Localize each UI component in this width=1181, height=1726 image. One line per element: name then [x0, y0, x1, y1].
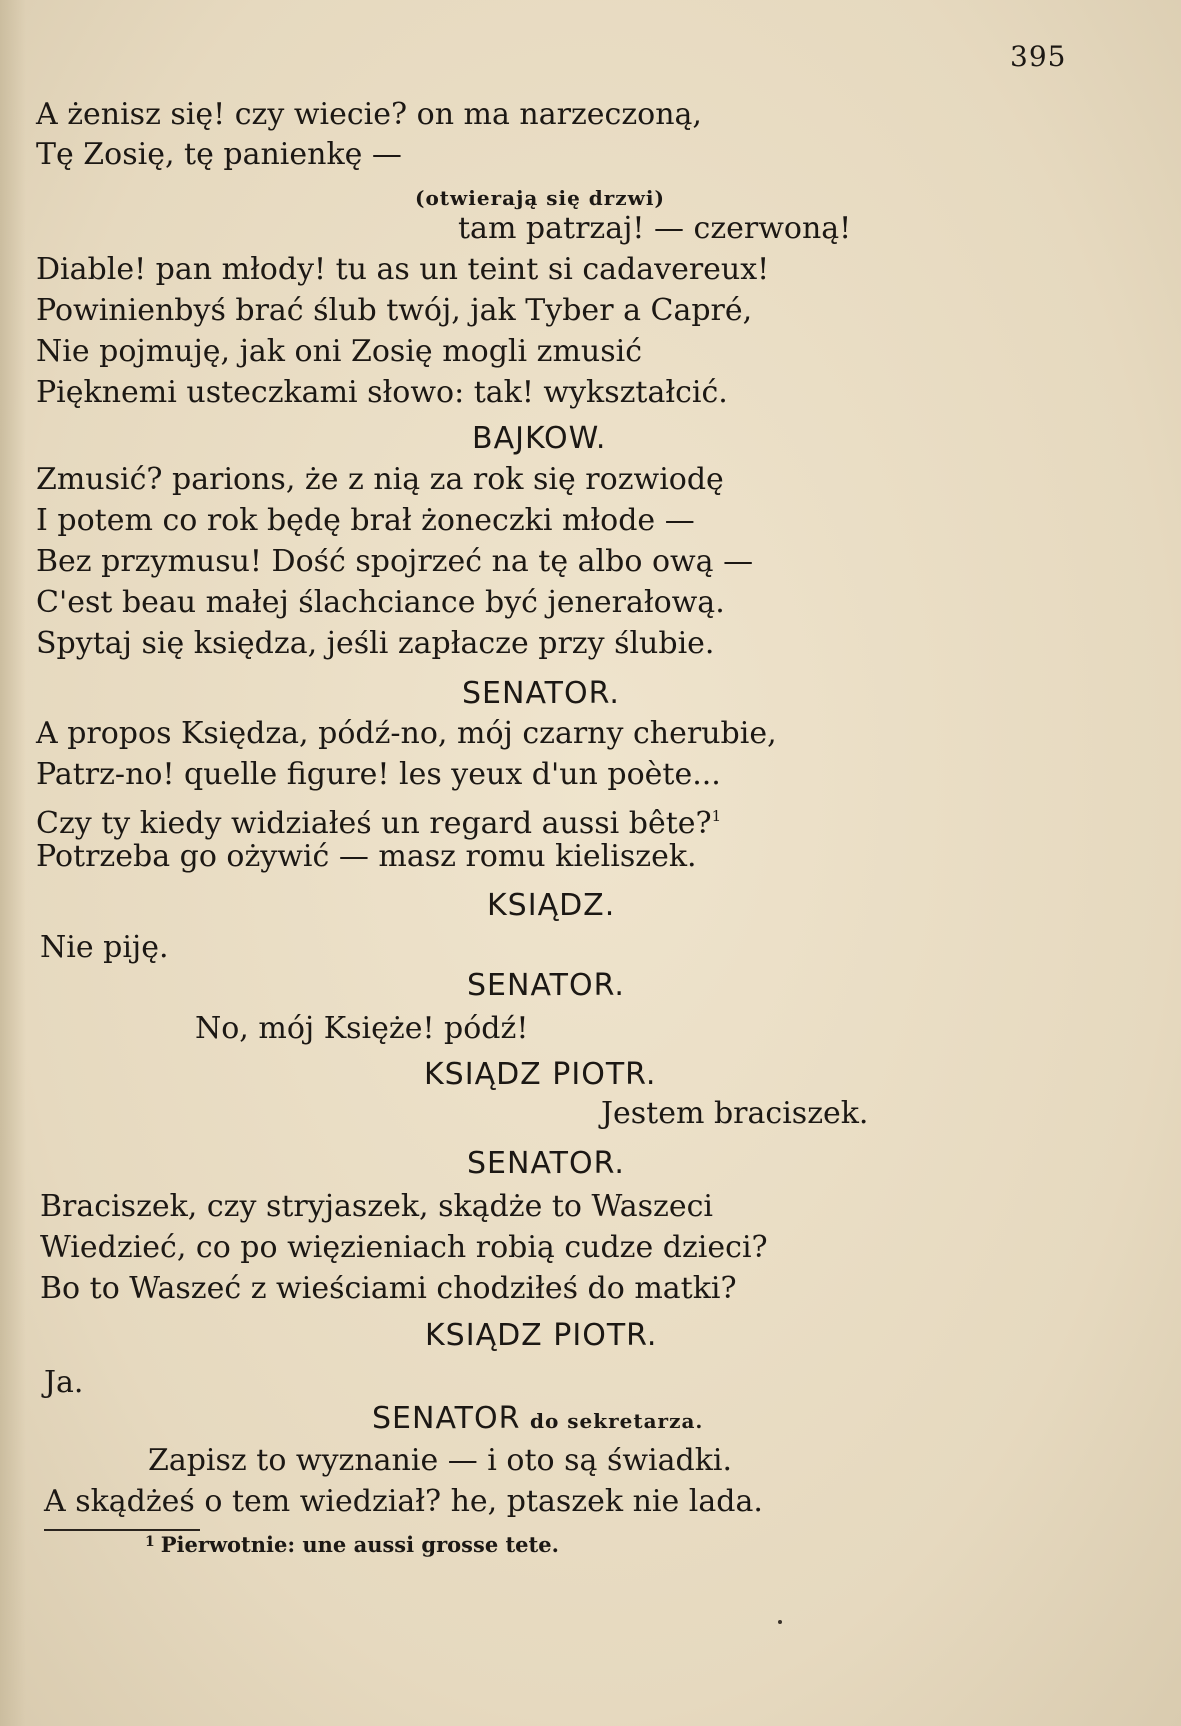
verse-line — [36, 798, 721, 842]
verse-line: Patrz-no! quelle figure! les yeux d'un poète... — [36, 757, 721, 792]
verse-line: Potrzeba go ożywić — masz romu kieliszek. — [36, 839, 697, 874]
verse-line: No, mój Księże! pódź! — [195, 1011, 529, 1046]
verse-line: Jestem braciszek. — [601, 1096, 869, 1131]
verse-line: Tę Zosię, tę panienkę — — [36, 137, 402, 172]
verse-line: Nie pojmuję, jak oni Zosię mogli zmusić — [36, 334, 643, 369]
speaker-name: SENATOR. — [462, 676, 620, 711]
verse-line: Nie piję. — [40, 930, 169, 965]
verse-line: Ja. — [44, 1365, 84, 1400]
verse-line: C'est beau małej ślachciance być jenerałową. — [36, 585, 725, 620]
footnote-text: Pierwotnie: une aussi grosse tete. — [160, 1532, 559, 1557]
speaker-name: SENATOR. — [467, 1146, 625, 1181]
page-number: 395 — [1010, 40, 1067, 73]
verse-line: Bo to Waszeć z wieściami chodziłeś do matki? — [40, 1271, 737, 1306]
verse-line: Zmusić? parions, że z nią za rok się rozwiodę — [36, 462, 724, 497]
footnote-marker: 1 — [145, 1534, 155, 1550]
speaker-name: BAJKOW. — [472, 421, 607, 456]
verse-line: Powinienbyś brać ślub twój, jak Tyber a Capré, — [36, 293, 753, 328]
verse-line: Wiedzieć, co po więzieniach robią cudze dzieci? — [40, 1230, 768, 1265]
stage-direction: (otwierają się drzwi) — [415, 186, 665, 210]
verse-line: Zapisz to wyznanie — i oto są świadki. — [148, 1443, 733, 1478]
verse-text: Czy ty kiedy widziałeś un regard aussi bête? — [36, 806, 712, 841]
footnote-separator — [44, 1529, 200, 1531]
verse-line: Spytaj się księdza, jeśli zapłacze przy ślubie. — [36, 626, 715, 661]
stage-direction: do sekretarza. — [529, 1409, 704, 1433]
verse-line: Diable! pan młody! tu as un teint si cadavereux! — [36, 252, 770, 287]
speaker-name: KSIĄDZ PIOTR. — [424, 1057, 657, 1092]
ink-speck — [778, 1620, 782, 1624]
verse-line: A propos Księdza, pódź-no, mój czarny cherubie, — [36, 716, 777, 751]
speaker-name: SENATOR — [372, 1401, 521, 1436]
verse-line: Braciszek, czy stryjaszek, skądże to Waszeci — [40, 1189, 713, 1224]
speaker-name: KSIĄDZ PIOTR. — [425, 1318, 658, 1353]
speaker-name: KSIĄDZ. — [487, 888, 616, 923]
speaker-heading — [372, 1401, 703, 1439]
footnote-reference: 1 — [711, 807, 722, 825]
speaker-name: SENATOR. — [467, 968, 625, 1003]
verse-line: A żenisz się! czy wiecie? on ma narzeczoną, — [36, 97, 702, 132]
verse-line: tam patrzaj! — czerwoną! — [458, 211, 852, 246]
verse-line: I potem co rok będę brał żoneczki młode — — [36, 503, 695, 538]
footnote — [145, 1532, 559, 1557]
verse-line: A skądżeś o tem wiedział? he, ptaszek nie lada. — [44, 1484, 763, 1519]
verse-line: Bez przymusu! Dość spojrzeć na tę albo ową — — [36, 544, 754, 579]
verse-line: Pięknemi usteczkami słowo: tak! wykształcić. — [36, 375, 728, 410]
